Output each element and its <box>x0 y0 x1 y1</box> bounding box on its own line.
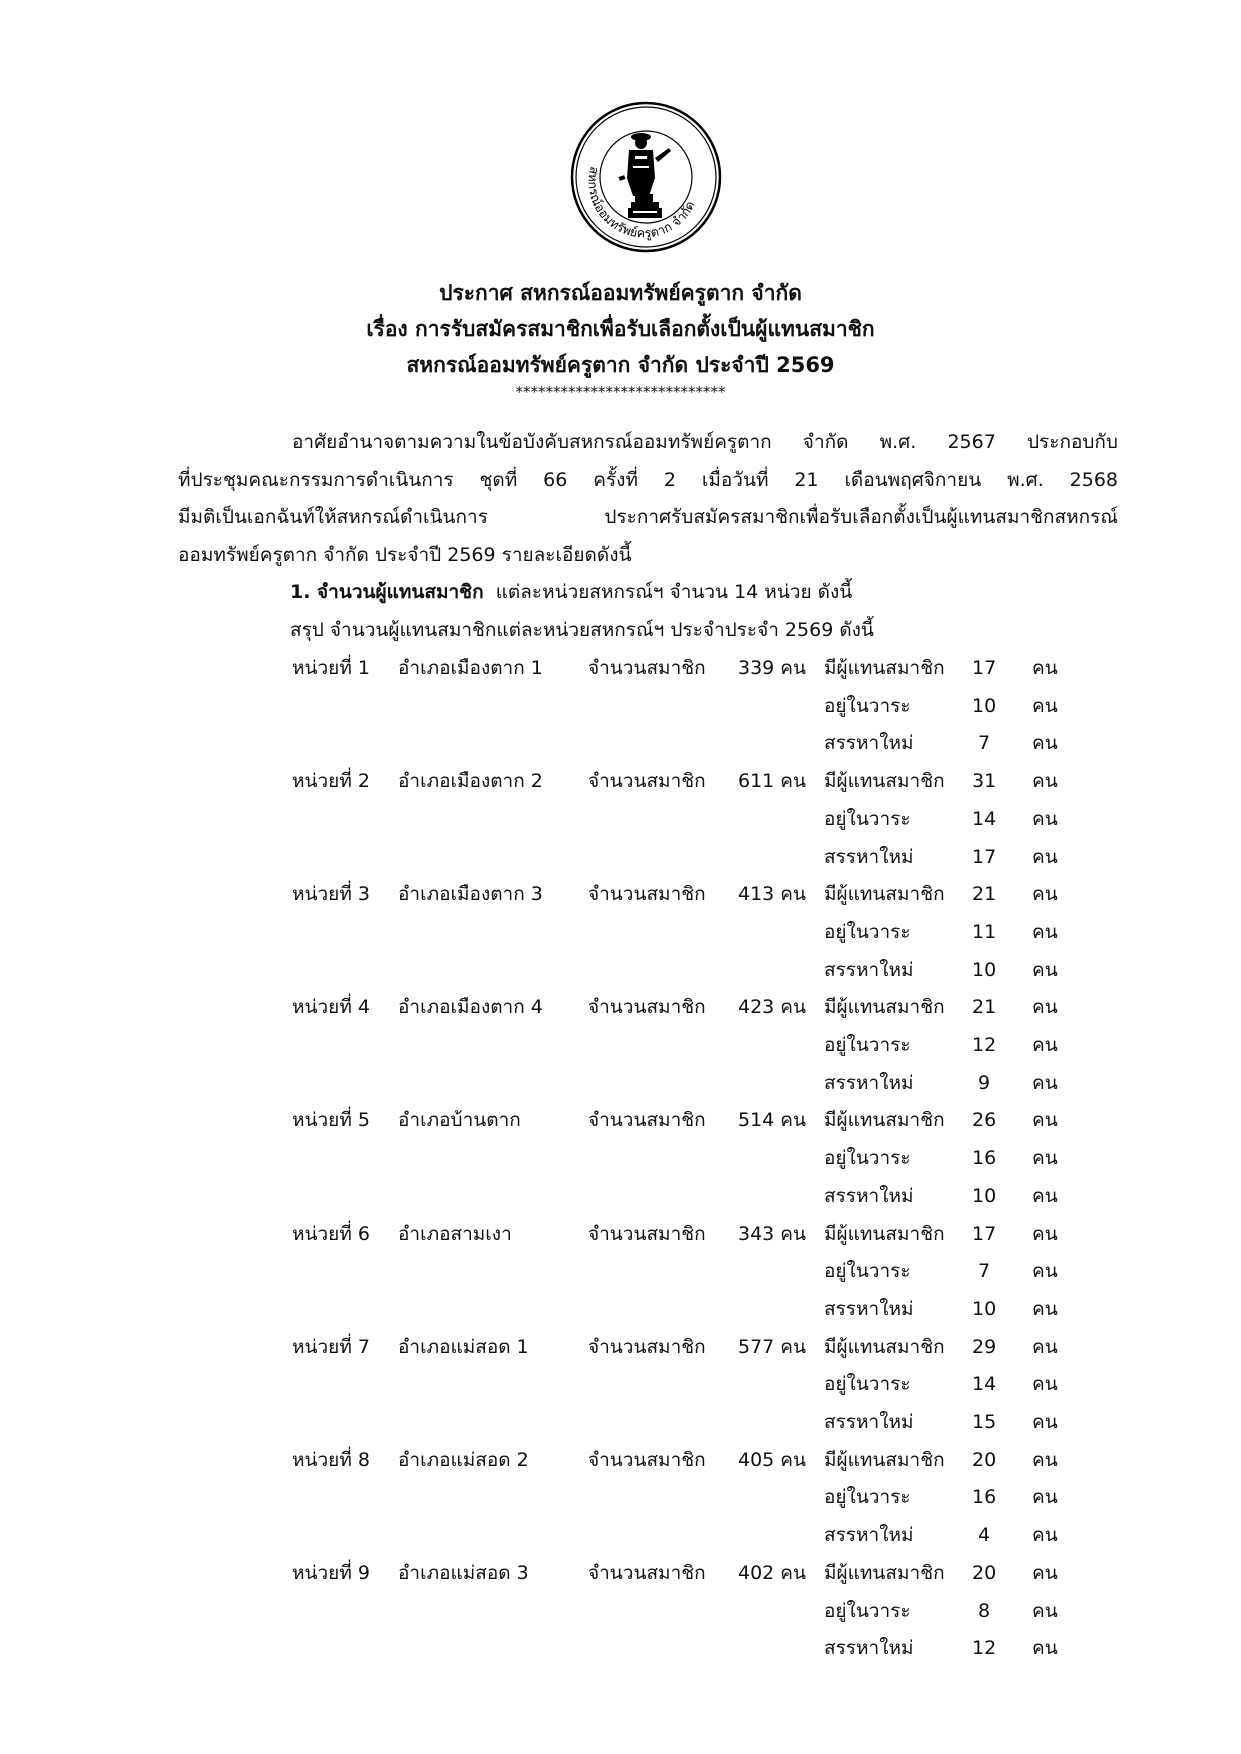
person-unit-label: คน <box>1032 996 1058 1019</box>
in_term-count: 16 <box>972 1486 997 1509</box>
reps-label: มีผู้แทนสมาชิก <box>824 1222 945 1245</box>
new-label: สรรหาใหม่ <box>824 1524 914 1547</box>
separator-line: **************************** <box>515 383 726 401</box>
in_term-count: 11 <box>972 920 997 943</box>
reps-label: มีผู้แทนสมาชิก <box>824 883 945 906</box>
members-label: จำนวนสมาชิก <box>588 1561 706 1584</box>
person-unit-label: คน <box>1032 1222 1058 1245</box>
para-line-2: ที่ประชุมคณะกรรมการดำเนินการ ชุดที่ 66 ครั้งที่ 2 เมื่อวันที่ 21 เดือนพฤศจิกายน พ.ศ. 2568 <box>178 468 1118 491</box>
reps-count: 26 <box>972 1109 997 1132</box>
members-label: จำนวนสมาชิก <box>588 657 706 679</box>
new-count: 9 <box>977 1071 991 1094</box>
person-unit-label: คน <box>1032 807 1058 830</box>
in_term-label: อยู่ในวาระ <box>824 920 911 943</box>
reps-label: มีผู้แทนสมาชิก <box>824 1109 945 1132</box>
unit-label: หน่วยที่ 4 <box>292 996 370 1019</box>
new-label: สรรหาใหม่ <box>824 1071 914 1094</box>
new-label: สรรหาใหม่ <box>824 1297 914 1320</box>
members-label: จำนวนสมาชิก <box>588 1109 706 1132</box>
reps-count: 20 <box>972 1561 997 1584</box>
person-unit-label: คน <box>1032 770 1058 793</box>
new-label: สรรหาใหม่ <box>824 1411 914 1433</box>
reps-count: 17 <box>972 657 997 679</box>
person-unit-label: คน <box>1032 958 1058 981</box>
unit-label: หน่วยที่ 8 <box>292 1448 370 1471</box>
district-name: อำเภอเมืองตาก 1 <box>398 657 543 679</box>
in_term-label: อยู่ในวาระ <box>824 1147 911 1170</box>
person-unit-label: คน <box>1032 1637 1058 1660</box>
announcement-title: ประกาศ สหกรณ์ออมทรัพย์ครูตาก จำกัด <box>439 281 802 305</box>
new-count: 10 <box>972 958 997 981</box>
person-unit-label: คน <box>1032 1599 1058 1622</box>
reps-label: มีผู้แทนสมาชิก <box>824 996 945 1019</box>
reps-count: 31 <box>972 770 997 793</box>
members-count: 405 คน <box>738 1448 807 1471</box>
unit-label: หน่วยที่ 3 <box>292 883 370 906</box>
para-line-3: มีมติเป็นเอกฉันท์ให้สหกรณ์ดำเนินการ ประกาศรับสมัครสมาชิกเพื่อรับเลือกตั้งเป็นผู้แทนสมาชิกสหกรณ์ <box>178 506 1118 528</box>
reps-label: มีผู้แทนสมาชิก <box>824 657 945 679</box>
new-count: 4 <box>977 1524 991 1547</box>
new-label: สรรหาใหม่ <box>824 845 914 868</box>
reps-label: มีผู้แทนสมาชิก <box>824 1335 945 1358</box>
members-count: 514 คน <box>738 1109 807 1132</box>
new-label: สรรหาใหม่ <box>824 958 914 981</box>
district-name: อำเภอเมืองตาก 3 <box>398 883 543 906</box>
in_term-count: 16 <box>972 1147 997 1170</box>
members-count: 423 คน <box>738 996 807 1019</box>
person-unit-label: คน <box>1032 1260 1058 1283</box>
person-unit-label: คน <box>1032 657 1058 679</box>
reps-count: 21 <box>972 883 997 906</box>
para-line-4: ออมทรัพย์ครูตาก จำกัด ประจำปี 2569 รายละเอียดดังนี้ <box>178 543 632 566</box>
person-unit-label: คน <box>1032 845 1058 868</box>
in_term-count: 8 <box>977 1599 991 1622</box>
person-unit-label: คน <box>1032 732 1058 755</box>
unit-label: หน่วยที่ 7 <box>292 1335 370 1358</box>
district-name: อำเภอแม่สอด 2 <box>398 1448 529 1471</box>
person-unit-label: คน <box>1032 1486 1058 1509</box>
seal-text: สหกรณ์ออมทรัพย์ครูตาก จำกัด <box>585 165 698 241</box>
reps-label: มีผู้แทนสมาชิก <box>824 1561 945 1584</box>
person-unit-label: คน <box>1032 694 1058 717</box>
intro-paragraph <box>178 424 1118 574</box>
members-label: จำนวนสมาชิก <box>588 1335 706 1358</box>
person-unit-label: คน <box>1032 1448 1058 1471</box>
district-name: อำเภอแม่สอด 1 <box>398 1335 529 1358</box>
members-label: จำนวนสมาชิก <box>588 770 706 793</box>
in_term-label: อยู่ในวาระ <box>824 807 911 830</box>
section-1-heading <box>290 574 852 611</box>
person-unit-label: คน <box>1032 1335 1058 1358</box>
in_term-label: อยู่ในวาระ <box>824 1486 911 1509</box>
person-unit-label: คน <box>1032 1524 1058 1547</box>
person-unit-label: คน <box>1032 1411 1058 1433</box>
in_term-label: อยู่ในวาระ <box>824 694 911 717</box>
unit-label: หน่วยที่ 2 <box>292 770 370 793</box>
new-count: 12 <box>972 1637 997 1660</box>
new-count: 7 <box>977 732 991 755</box>
summary-line: สรุป จำนวนผู้แทนสมาชิกแต่ละหน่วยสหกรณ์ฯ ประจำประจำ 2569 ดังนี้ <box>290 619 874 641</box>
in_term-count: 10 <box>972 694 997 717</box>
members-label: จำนวนสมาชิก <box>588 1448 706 1471</box>
in_term-count: 14 <box>972 807 997 830</box>
unit-label: หน่วยที่ 1 <box>292 657 370 679</box>
reps-count: 20 <box>972 1448 997 1471</box>
in_term-label: อยู่ในวาระ <box>824 1373 911 1396</box>
reps-label: มีผู้แทนสมาชิก <box>824 770 945 793</box>
cooperative-seal-logo <box>569 100 723 254</box>
person-unit-label: คน <box>1032 1071 1058 1094</box>
district-name: อำเภอบ้านตาก <box>398 1109 521 1132</box>
district-name: อำเภอเมืองตาก 4 <box>398 996 543 1019</box>
reps-count: 29 <box>972 1335 997 1358</box>
district-name: อำเภอเมืองตาก 2 <box>398 770 543 793</box>
person-unit-label: คน <box>1032 883 1058 906</box>
person-unit-label: คน <box>1032 1147 1058 1170</box>
person-unit-label: คน <box>1032 1561 1058 1584</box>
person-unit-label: คน <box>1032 1109 1058 1132</box>
members-label: จำนวนสมาชิก <box>588 1222 706 1245</box>
in_term-count: 12 <box>972 1034 997 1056</box>
in_term-label: อยู่ในวาระ <box>824 1034 911 1056</box>
members-label: จำนวนสมาชิก <box>588 883 706 906</box>
section-1-title: 1. จำนวนผู้แทนสมาชิก <box>290 581 484 603</box>
district-name: อำเภอแม่สอด 3 <box>398 1561 529 1584</box>
new-count: 15 <box>972 1411 997 1433</box>
members-count: 339 คน <box>738 657 807 679</box>
reps-count: 17 <box>972 1222 997 1245</box>
unit-label: หน่วยที่ 9 <box>292 1561 370 1584</box>
members-count: 577 คน <box>738 1335 807 1358</box>
members-count: 402 คน <box>738 1561 807 1584</box>
new-label: สรรหาใหม่ <box>824 1637 914 1660</box>
in_term-count: 7 <box>977 1260 991 1283</box>
new-label: สรรหาใหม่ <box>824 1184 914 1207</box>
new-label: สรรหาใหม่ <box>824 732 914 755</box>
section-1-text: แต่ละหน่วยสหกรณ์ฯ จำนวน 14 หน่วย ดังนี้ <box>495 581 853 603</box>
new-count: 17 <box>972 845 997 868</box>
in_term-count: 14 <box>972 1373 997 1396</box>
person-unit-label: คน <box>1032 1184 1058 1207</box>
unit-label: หน่วยที่ 5 <box>292 1109 370 1132</box>
person-unit-label: คน <box>1032 1373 1058 1396</box>
new-count: 10 <box>972 1184 997 1207</box>
members-label: จำนวนสมาชิก <box>588 996 706 1019</box>
para-line-1: อาศัยอำนาจตามความในข้อบังคับสหกรณ์ออมทรัพย์ครูตาก จำกัด พ.ศ. 2567 ประกอบกับ <box>292 431 1118 453</box>
in_term-label: อยู่ในวาระ <box>824 1260 911 1283</box>
reps-label: มีผู้แทนสมาชิก <box>824 1448 945 1471</box>
district-name: อำเภอสามเงา <box>398 1222 512 1245</box>
person-unit-label: คน <box>1032 920 1058 943</box>
reps-count: 21 <box>972 996 997 1019</box>
members-count: 611 คน <box>738 770 807 793</box>
person-unit-label: คน <box>1032 1034 1058 1056</box>
announcement-subject-year: สหกรณ์ออมทรัพย์ครูตาก จำกัด ประจำปี 2569 <box>406 353 835 377</box>
person-unit-label: คน <box>1032 1297 1058 1320</box>
announcement-subject: เรื่อง การรับสมัครสมาชิกเพื่อรับเลือกตั้งเป็นผู้แทนสมาชิก <box>366 317 875 341</box>
members-count: 343 คน <box>738 1222 807 1245</box>
members-count: 413 คน <box>738 883 807 906</box>
new-count: 10 <box>972 1297 997 1320</box>
in_term-label: อยู่ในวาระ <box>824 1599 911 1622</box>
unit-label: หน่วยที่ 6 <box>292 1222 370 1245</box>
